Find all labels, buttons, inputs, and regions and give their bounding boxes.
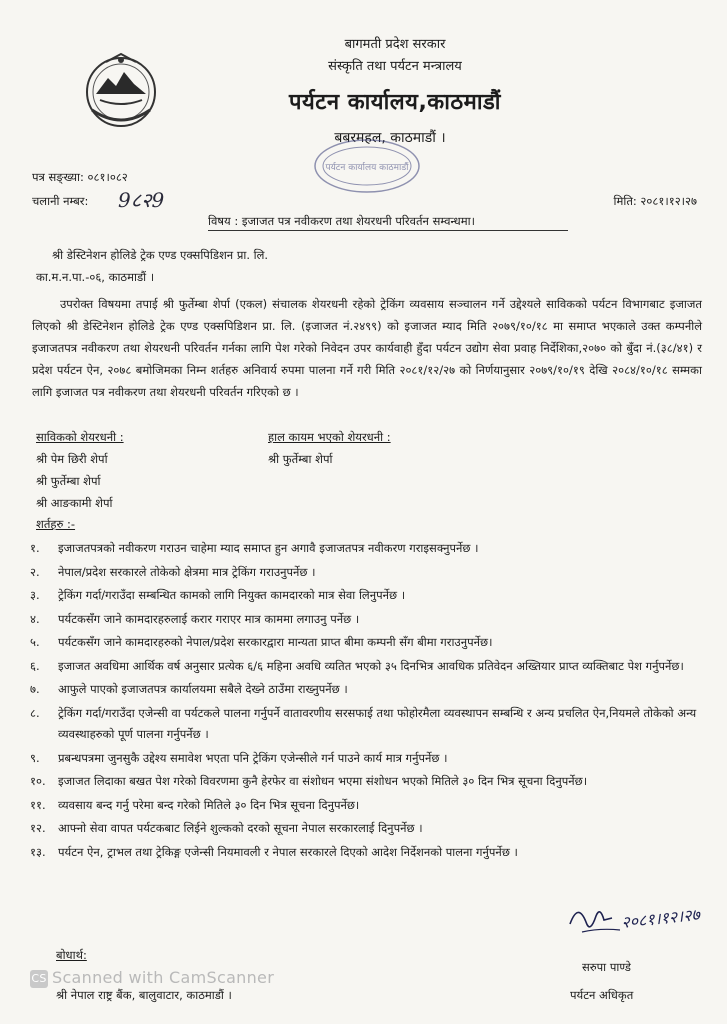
condition-item: १०. इजाजत लिदाका बखत पेश गरेको विवरणमा कुनै हेरफेर वा संशोधन भएमा संशोधन भएको मितिले ३० दिन भित्र सूचना दिनुपर्नेछ। — [30, 774, 588, 788]
previous-shareholder: श्री फुर्तेम्बा शेर्पा — [36, 474, 101, 488]
signatory-designation: पर्यटन अधिकृत — [570, 988, 634, 1002]
ref-number: पत्र सङ्ख्या: ०८१।०८२ — [32, 170, 128, 184]
condition-item: ६. इजाजत अवधिमा आर्थिक वर्ष अनुसार प्रत्येक ६/६ महिना अवधि व्यतित भएको ३५ दिनभित्र आवधिक प्रतिवेदन अख्तियार प्राप्त व्यक्तिबाट पेश गर्नुपर्नेछ। — [30, 658, 684, 673]
condition-item: १३. पर्यटन ऐन, ट्राभल तथा ट्रेकिङ्ग एजेन्सी नियमावली र नेपाल सरकारले दिएको आदेश निर्देशनको पालना गर्नुपर्नेछ । — [30, 844, 518, 859]
cc-recipient: श्री नेपाल राष्ट्र बैंक, बालुवाटार, काठमाडौं । — [56, 988, 232, 1002]
letter-date: मिति: २०८१।१२।२७ — [613, 194, 697, 208]
conditions-list — [30, 538, 710, 865]
letter-body: उपरोक्त विषयमा तपाई श्री फुर्तेम्बा शेर्पा (एकल) संचालक शेयरधनी रहेको ट्रेकिंग व्यवसाय सञ्चालन गर्ने उद्देश्यले साविकको पर्यटन विभागबाट इजाजत लिएको श्री डेस्टिनेशन होलिडे ट्रेक एण्ड एक्सपिडिशन प्रा. लि. (इजाजत नं.२४९९) को इजाजत म्याद मिति २०७९/१०/१८ मा समाप्त भएकाले उक्त कम्पनीले इजाजतपत्र नवीकरण तथा शेयरधनी परिवर्तन गर्नका लागि पेश गरेको निवेदन उपर कार्यवाही हुँदा पर्यटन उद्योग सेवा प्रवाह निर्देशिका,२०७० को बुँदा नं.(३८/४१) र प्रदेश पर्यटन ऐन, २०७८ बमोजिमका निम्न शर्तहरु अनिवार्य रुपमा पालना गर्ने गरी मिति २०८१/१२/२७ को निर्णयानुसार २०७९/१०/१९ देखि २०८४/१०/१८ सम्मका लागि इजाजत पत्र नवीकरण तथा शेयरधनी परिवर्तन गरिएको छ । — [32, 297, 702, 399]
condition-item: ४. पर्यटकसँग जाने कामदारहरुलाई करार गराएर मात्र काममा लगाउनु पर्नेछ । — [30, 611, 360, 626]
condition-item: ८. ट्रेकिंग गर्दा/गराउँदा एजेन्सी वा पर्यटकले पालना गर्नुपर्ने वातावरणीय सरसफाई तथा फोहोरमैला व्यवस्थापन सम्बन्धि र अन्य प्रचलित ऐन,नियमले तोकेको अन्य व्यवस्थाहरुको पूर्ण पालना गर्नुपर्नेछ । — [30, 705, 697, 741]
condition-item: ९. प्रबन्धपत्रमा जुनसुकै उद्देश्य समावेश भएता पनि ट्रेकिंग एजेन्सीले गर्न पाउने कार्य मात्र गर्नुपर्नेछ । — [30, 750, 448, 765]
dispatch-number: 9८२9 — [118, 188, 165, 212]
previous-shareholders-heading: साविकको शेयरधनी : — [36, 430, 124, 444]
condition-item: २. नेपाल/प्रदेश सरकारले तोकेको क्षेत्रमा मात्र ट्रेकिंग गराउनुपर्नेछ । — [30, 564, 316, 579]
cc-heading: बोधार्थ: — [56, 948, 87, 962]
camscanner-logo-icon: CS — [30, 970, 48, 988]
condition-item: ५. पर्यटकसँग जाने कामदारहरुको नेपाल/प्रदेश सरकारद्वारा मान्यता प्राप्त बीमा कम्पनी सँग बीमा गराउनुपर्नेछ। — [30, 635, 493, 649]
condition-item: १२. आफ्नो सेवा वापत पर्यटकबाट लिईने शुल्कको दरको सूचना नेपाल सरकारलाई दिनुपर्नेछ । — [30, 821, 423, 835]
header-province: बागमती प्रदेश सरकार — [344, 37, 446, 52]
current-shareholder: श्री फुर्तेम्बा शेर्पा — [268, 452, 333, 466]
condition-item: ७. आफुले पाएको इजाजतपत्र कार्यालयमा सबैले देख्ने ठाउँमा राख्नुपर्नेछ । — [30, 682, 348, 696]
signatory-name: सरुपा पाण्डे — [582, 960, 631, 974]
watermark-text: Scanned with CamScanner — [52, 968, 275, 987]
condition-item: १. इजाजतपत्रको नवीकरण गराउन चाहेमा म्याद समाप्त हुन अगावै इजाजतपत्र नवीकरण गराइसक्नुपर्नेछ । — [30, 541, 479, 555]
conditions-heading: शर्तहरु :- — [36, 517, 76, 531]
stamp-text: पर्यटन कार्यालय काठमाडौं — [325, 163, 409, 173]
subject-line: विषय : इजाजत पत्र नवीकरण तथा शेयरधनी परिवर्तन सम्वन्धमा। — [208, 214, 475, 228]
dispatch-label: चलानी नम्बर: — [32, 194, 89, 208]
office-stamp — [312, 136, 422, 196]
header-ministry: संस्कृति तथा पर्यटन मन्त्रालय — [328, 59, 462, 74]
nepal-emblem-icon — [78, 48, 164, 128]
header-location: बबरमहल, काठमाडौं । — [334, 130, 446, 146]
condition-item: ११. व्यवसाय बन्द गर्नु परेमा बन्द गरेको मितिले ३० दिन भित्र सूचना दिनुपर्नेछ। — [30, 797, 360, 812]
condition-item: ३. ट्रेकिंग गर्दा/गराउँदा सम्बन्धित कामको लागि नियुक्त कामदारको मात्र सेवा लिनुपर्नेछ । — [30, 588, 406, 602]
signature — [560, 894, 720, 954]
addressee-address: का.म.न.पा.-०६, काठमाडौं । — [36, 270, 155, 284]
signature-date: २०८१।१२।२७ — [620, 904, 701, 932]
previous-shareholder: श्री आङकामी शेर्पा — [36, 496, 113, 510]
addressee-name: श्री डेस्टिनेशन होलिडे ट्रेक एण्ड एक्सपिडिशन प्रा. लि. — [52, 248, 269, 262]
current-shareholders-heading: हाल कायम भएको शेयरधनी : — [268, 430, 391, 444]
camscanner-watermark — [30, 968, 274, 988]
subject-underline — [208, 230, 568, 231]
header-office: पर्यटन कार्यालय,काठमाडौं — [289, 90, 501, 115]
previous-shareholder: श्री पेम छिरी शेर्पा — [36, 452, 108, 466]
